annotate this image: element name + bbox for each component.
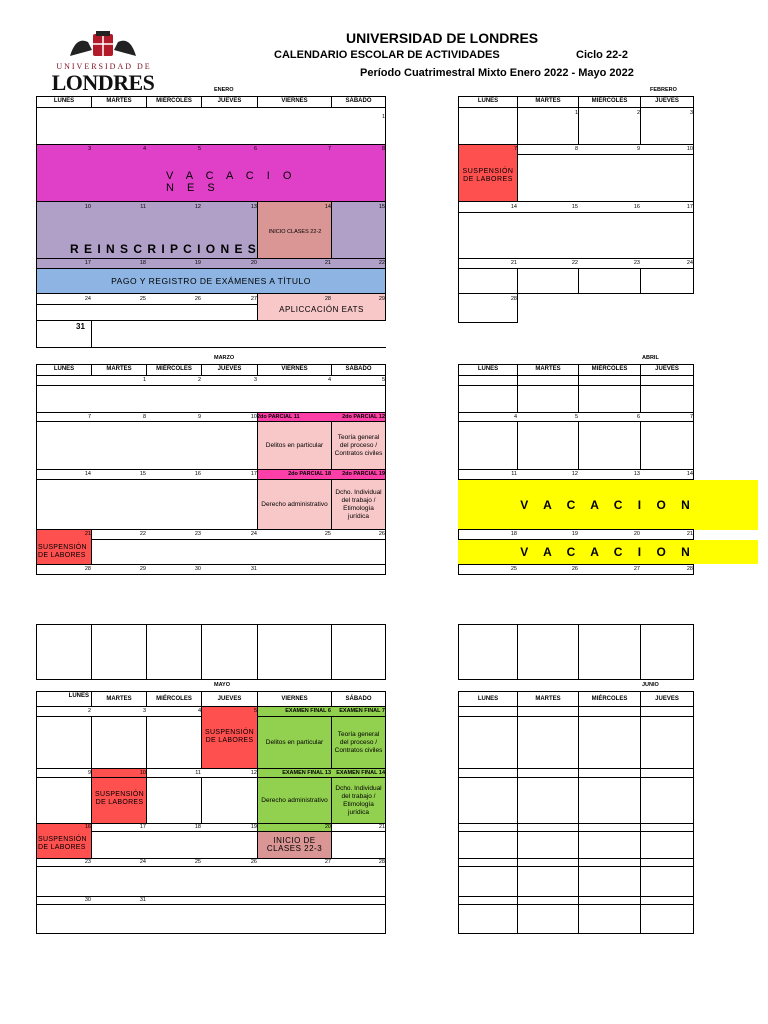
day-number: 10 (84, 204, 91, 210)
day-header: VIERNES (257, 96, 332, 108)
day-number: 14 (510, 204, 517, 210)
day-number: 4 (142, 146, 146, 152)
day-number: 14 (84, 471, 91, 477)
day-number: 18 (139, 260, 146, 266)
day-header: LUNES (458, 364, 518, 376)
day-header: MARTES (91, 364, 147, 376)
day-header: MARTES (517, 96, 579, 108)
day-number: 12 (250, 770, 257, 776)
day-number: 5 (197, 146, 201, 152)
day-number: 20 (324, 824, 331, 830)
month-title-abril: ABRIL (642, 355, 659, 361)
day-number: 5 (574, 414, 578, 420)
parcial-label: 2do PARCIAL 19 (342, 471, 385, 477)
day-number: 31 (76, 322, 85, 331)
week-row (36, 904, 386, 934)
week-row (91, 831, 386, 859)
day-header: MARTES (91, 691, 147, 707)
day-header: VIERNES (257, 364, 332, 376)
cycle-label: Ciclo 22-2 (576, 49, 628, 61)
day-number: 26 (194, 296, 201, 302)
day-number: 4 (327, 377, 331, 383)
day-header: MIÉRCOLES (578, 364, 641, 376)
vacacion-banner-2: V A C A C I O N (458, 540, 758, 564)
event-row (36, 304, 258, 321)
day-number: 11 (195, 770, 201, 776)
day-number: 1 (142, 377, 146, 383)
empty-cell (458, 624, 518, 680)
day-number: 8 (381, 146, 385, 152)
day-number: 4 (197, 708, 201, 714)
empty-cell (640, 624, 694, 680)
col-line (517, 706, 579, 934)
day-header: JUEVES (201, 364, 258, 376)
day-number: 18 (194, 824, 201, 830)
day-header: MIÉRCOLES (578, 96, 641, 108)
month-title-enero: ENERO (214, 87, 234, 93)
day-number: 24 (139, 859, 146, 865)
col-line (517, 421, 579, 470)
day-number: 28 (510, 296, 517, 302)
day-number: 17 (139, 824, 146, 830)
day-number: 20 (633, 531, 640, 537)
day-number: 16 (633, 204, 640, 210)
suspension-label: SUSPENSIÓN DE LABORES (205, 729, 254, 744)
day-number: 10 (139, 770, 146, 776)
empty-cell (331, 624, 386, 680)
day-number: 1 (381, 114, 385, 120)
day-number: 21 (510, 260, 517, 266)
derecho-adm-cell: Derecho administrativo (257, 479, 332, 530)
empty-cell (36, 624, 92, 680)
day-number: 8 (574, 146, 578, 152)
pago-registro-band: PAGO Y REGISTRO DE EXÁMENES A TÍTULO (36, 268, 386, 294)
vacacion-banner-1: V A C A C I O N (458, 480, 758, 530)
day-number: 21 (686, 531, 693, 537)
day-number: 14 (324, 204, 331, 210)
day-header: JUEVES (201, 96, 258, 108)
day-header: MIÉRCOLES (146, 364, 202, 376)
day-number: 20 (250, 260, 257, 266)
day-number: 31 (250, 566, 257, 572)
day-number: 7 (87, 414, 91, 420)
day-header: LUNES (458, 96, 518, 108)
day-number: 13 (633, 471, 640, 477)
suspension-label: SUSPENSIÓN DE LABORES (95, 791, 144, 806)
calendar-febrero (458, 96, 694, 326)
col-line (517, 268, 579, 294)
month-title-junio: JUNIO (642, 682, 659, 688)
day-number: 28 (324, 296, 331, 302)
day-number: 5 (381, 377, 385, 383)
day-header: JUEVES (640, 364, 694, 376)
day-header: MIÉRCOLES (578, 691, 641, 707)
day-number: 17 (686, 204, 693, 210)
day-header: SÁBADO (331, 691, 386, 707)
day-number: 25 (324, 531, 331, 537)
parcial-label: 2do PARCIAL 12 (342, 414, 385, 420)
day-header: MIÉRCOLES (146, 691, 202, 707)
day-number: 11 (140, 204, 146, 210)
calendar-abril (458, 364, 694, 576)
day-number: 7 (327, 146, 331, 152)
empty-week-left (36, 624, 386, 680)
col-line (146, 777, 202, 824)
day-number: 21 (378, 824, 385, 830)
suspension-label: SUSPENSIÓN DE LABORES (38, 836, 87, 851)
day-number: 19 (571, 531, 578, 537)
inicio-clases-label: INICIO CLASES 22-2 (268, 229, 322, 235)
day-number: 25 (510, 566, 517, 572)
col-line (517, 375, 579, 413)
university-title: UNIVERSIDAD DE LONDRES (346, 30, 539, 46)
delitos-cell: Delitos en particular (257, 421, 332, 470)
day-number: 17 (84, 260, 91, 266)
day-number: 2 (197, 377, 201, 383)
day-number: 3 (689, 110, 693, 116)
day-number: 30 (194, 566, 201, 572)
day-header: SÁBADO (331, 96, 386, 108)
calendar-marzo (36, 364, 386, 576)
day-number: 24 (250, 531, 257, 537)
parcial-label: 2do PARCIAL 18 (288, 471, 331, 477)
day-number: 19 (250, 824, 257, 830)
day-header: SÁBADO (331, 364, 386, 376)
day-number: 26 (250, 859, 257, 865)
day-number: 24 (686, 260, 693, 266)
col-line (640, 268, 694, 294)
day-number: 27 (324, 859, 331, 865)
day-header: LUNES (458, 691, 518, 707)
day-header: JUEVES (201, 691, 258, 707)
day-number: 10 (686, 146, 693, 152)
day-header: JUEVES (640, 691, 694, 707)
day-number: 15 (378, 204, 385, 210)
calendar-title: CALENDARIO ESCOLAR DE ACTIVIDADES (274, 49, 500, 61)
crest-icon (48, 28, 158, 62)
logo-top-text: UNIVERSIDAD DE (56, 62, 152, 71)
exam-label: EXAMEN FINAL 14 (336, 770, 385, 776)
day-number: 25 (139, 296, 146, 302)
day-number: 2 (87, 708, 91, 714)
day-number: 22 (571, 260, 578, 266)
day-number: 17 (250, 471, 257, 477)
day-header: MARTES (91, 96, 147, 108)
day-number: 22 (378, 260, 385, 266)
day-number: 6 (253, 146, 257, 152)
bottom-line (91, 347, 386, 348)
day-number: 30 (84, 897, 91, 903)
empty-cell (201, 624, 258, 680)
empty-cell (257, 624, 332, 680)
logo-main-text: LONDRES (51, 70, 155, 95)
week-row (36, 107, 386, 145)
day-number: 18 (510, 531, 517, 537)
day-number: 3 (142, 708, 146, 714)
day-number: 15 (139, 471, 146, 477)
calendar-enero (36, 96, 386, 352)
day-number: 15 (571, 204, 578, 210)
day-number: 3 (253, 377, 257, 383)
day-number: 4 (513, 414, 517, 420)
day-number: 7 (689, 414, 693, 420)
exam-label: EXAMEN FINAL 6 (285, 708, 331, 714)
day-number: 3 (87, 146, 91, 152)
day-number: 5 (253, 708, 257, 714)
day-header: JUEVES (640, 96, 694, 108)
exam-label: EXAMEN FINAL 7 (339, 708, 385, 714)
day-header: LUNES (36, 96, 92, 108)
day-header: VIERNES (257, 691, 332, 707)
col-line (91, 716, 147, 769)
day-number: 8 (142, 414, 146, 420)
week-row (91, 539, 386, 565)
inicio-clases-cell: INICIO DE CLASES 22-3 (257, 831, 332, 859)
week-row (517, 154, 694, 202)
day-number: 11 (511, 471, 517, 477)
day-number: 28 (378, 859, 385, 865)
day-number: 12 (194, 204, 201, 210)
day-header: LUNES (36, 691, 92, 707)
dcho-individual-cell: Dcho. Individual del trabajo / Etimología jurídica (331, 777, 386, 824)
day-number: 16 (194, 471, 201, 477)
exam-label: EXAMEN FINAL 13 (282, 770, 331, 776)
day-number: 24 (84, 296, 91, 302)
day-number: 21 (84, 531, 91, 537)
day-number: 23 (633, 260, 640, 266)
week-row (36, 385, 386, 413)
empty-cell (91, 624, 147, 680)
empty-week-right (458, 624, 694, 680)
day-number: 23 (84, 859, 91, 865)
calendar-mayo (36, 691, 386, 935)
month-title-mayo: MAYO (214, 682, 230, 688)
logo (48, 28, 158, 95)
day-number: 1 (574, 110, 578, 116)
day-header: MARTES (517, 691, 579, 707)
day-number: 13 (250, 204, 257, 210)
day-number: 14 (686, 471, 693, 477)
day-number: 6 (636, 414, 640, 420)
week-row (36, 866, 386, 897)
week-row (458, 212, 694, 259)
day-number: 19 (194, 260, 201, 266)
empty-cell (517, 624, 579, 680)
col-line (640, 706, 694, 934)
reinscripciones-label: R E I N S C R I P C I O N E S (70, 242, 257, 256)
day-number: 27 (250, 296, 257, 302)
day-header: MIÉRCOLES (146, 96, 202, 108)
day-number: 31 (139, 897, 146, 903)
day-number: 28 (686, 566, 693, 572)
day-number: 28 (84, 566, 91, 572)
month-title-marzo: MARZO (214, 355, 235, 361)
period-label: Período Cuatrimestral Mixto Enero 2022 - Mayo 2022 (360, 67, 634, 79)
day-number: 12 (571, 471, 578, 477)
teoria-cell: Teoría general del proceso / Contratos civiles (331, 716, 386, 769)
month-title-febrero: FEBRERO (650, 87, 677, 93)
vacaciones-label: V A C A C I O N E S (166, 170, 297, 194)
col-line (640, 421, 694, 470)
day-number: 29 (378, 296, 385, 302)
day-number: 26 (378, 531, 385, 537)
day-number: 16 (84, 824, 91, 830)
eats-label: APLICCACIÓN EATS (279, 305, 364, 314)
day-number: 10 (250, 414, 257, 420)
day-header: MARTES (517, 364, 579, 376)
dcho-individual-cell: Dcho. Individual del trabajo / Etimología jurídica (331, 479, 386, 530)
day-number: 23 (194, 531, 201, 537)
day-number: 9 (636, 146, 640, 152)
parcial-label: 2do PARCIAL 11 (257, 414, 300, 420)
teoria-cell: Teoría general del proceso / Contratos civiles (331, 421, 386, 470)
calendar-junio (458, 691, 694, 935)
day-number: 26 (571, 566, 578, 572)
day-number: 9 (197, 414, 201, 420)
empty-cell (146, 624, 202, 680)
day-header: LUNES (36, 364, 92, 376)
day-number: 27 (633, 566, 640, 572)
day-number: 2 (636, 110, 640, 116)
day-number: 29 (139, 566, 146, 572)
empty-cell (578, 624, 641, 680)
day-number: 22 (139, 531, 146, 537)
day-number: 7 (513, 146, 517, 152)
delitos-cell: Delitos en particular (257, 716, 332, 769)
derecho-adm-cell: Derecho administrativo (257, 777, 332, 824)
day-number: 9 (87, 770, 91, 776)
col-line (640, 375, 694, 413)
day-number: 25 (194, 859, 201, 865)
day-number: 21 (324, 260, 331, 266)
suspension-label: SUSPENSIÓN DE LABORES (38, 544, 87, 559)
suspension-label: SUSPENSIÓN DE LABORES (462, 168, 514, 183)
